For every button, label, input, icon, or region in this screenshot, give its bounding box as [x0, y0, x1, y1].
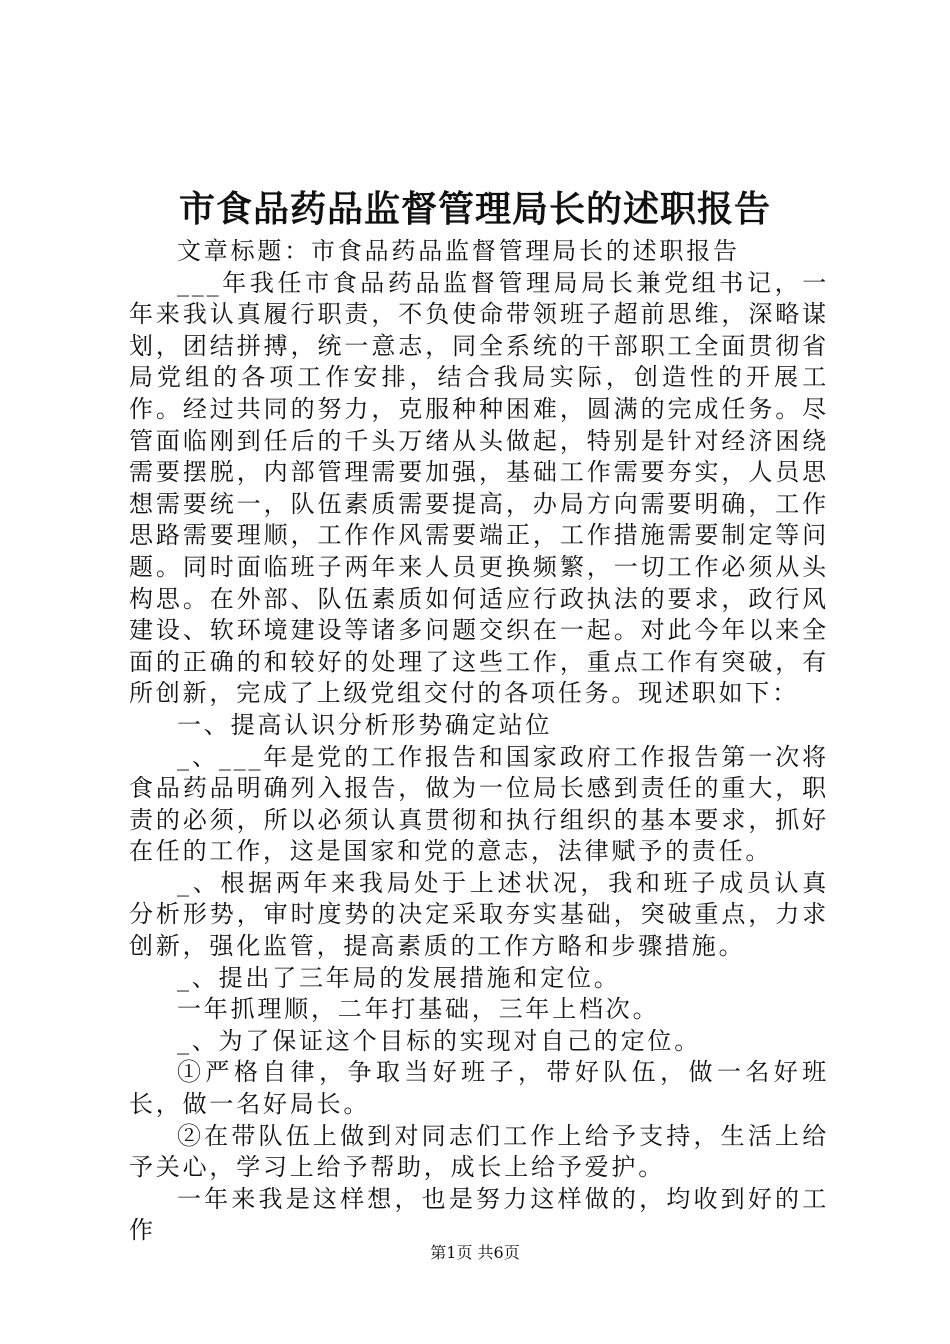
paragraph-item-2: _、根据两年来我局处于上述状况，我和班子成员认真分析形势，审时度势的决定采取夯实基础，突破重点，力求创新，强化监管，提高素质的工作方略和步骤措施。 [129, 868, 829, 961]
paragraph-item-1: _、___年是党的工作报告和国家政府工作报告第一次将食品药品明确列入报告，做为一位局长感到责任的重大，职责的必须，所以必须认真贯彻和执行组织的基本要求，抓好在任的工作，这是国家和党的意志，法律赋予的责任。 [129, 742, 829, 866]
paragraph-item-3: _、提出了三年局的发展措施和定位。 [177, 963, 621, 992]
paragraph-closing: 一年来我是这样想，也是努力这样做的，均收到好的工作 [129, 1184, 829, 1245]
paragraph-point-2: ②在带队伍上做到对同志们工作上给予支持，生活上给予关心，学习上给予帮助，成长上给予爱护。 [129, 1121, 829, 1182]
paragraph-point-1: ①严格自律，争取当好班子，带好队伍，做一名好班长，做一名好局长。 [129, 1058, 829, 1119]
section-heading-1: 一、提高认识分析形势确定站位 [177, 710, 553, 739]
paragraph-intro: ___年我任市食品药品监督管理局局长兼党组书记，一年来我认真履行职责，不负使命带领班子超前思维，深略谋划，团结拼搏，统一意志，同全系统的干部职工全面贯彻省局党组的各项工作安排，结合我局实际，创造性的开展工作。经过共同的努力，克服种种困难，圆满的完成任务。尽管面临刚到任后的千头万绪从头做起，特别是针对经济困绕需要摆脱，内部管理需要加强，基础工作需要夯实，人员思想需要统一，队伍素质需要提高，办局方向需要明确，工作思路需要理顺，工作作风需要端正，工作措施需要制定等问题。同时面临班子两年来人员更换频繁，一切工作必须从头构思。在外部、队伍素质如何适应行政执法的要求，政行风建设、软环境建设等诸多问题交织在一起。对此今年以来全面的正确的和较好的处理了这些工作，重点工作有突破，有所创新，完成了上级党组交付的各项任务。现述职如下： [129, 268, 829, 708]
paragraph-article-title: 文章标题：市食品药品监督管理局长的述职报告 [177, 237, 740, 265]
document-body [129, 236, 829, 1247]
page-number-footer: 第1页 共6页 [430, 1243, 520, 1262]
paragraph-item-4: _、为了保证这个目标的实现对自己的定位。 [177, 1026, 701, 1055]
paragraph-plan: 一年抓理顺，二年打基础，三年上档次。 [177, 995, 660, 1024]
document-title: 市食品药品监督管理局长的述职报告 [178, 188, 771, 230]
